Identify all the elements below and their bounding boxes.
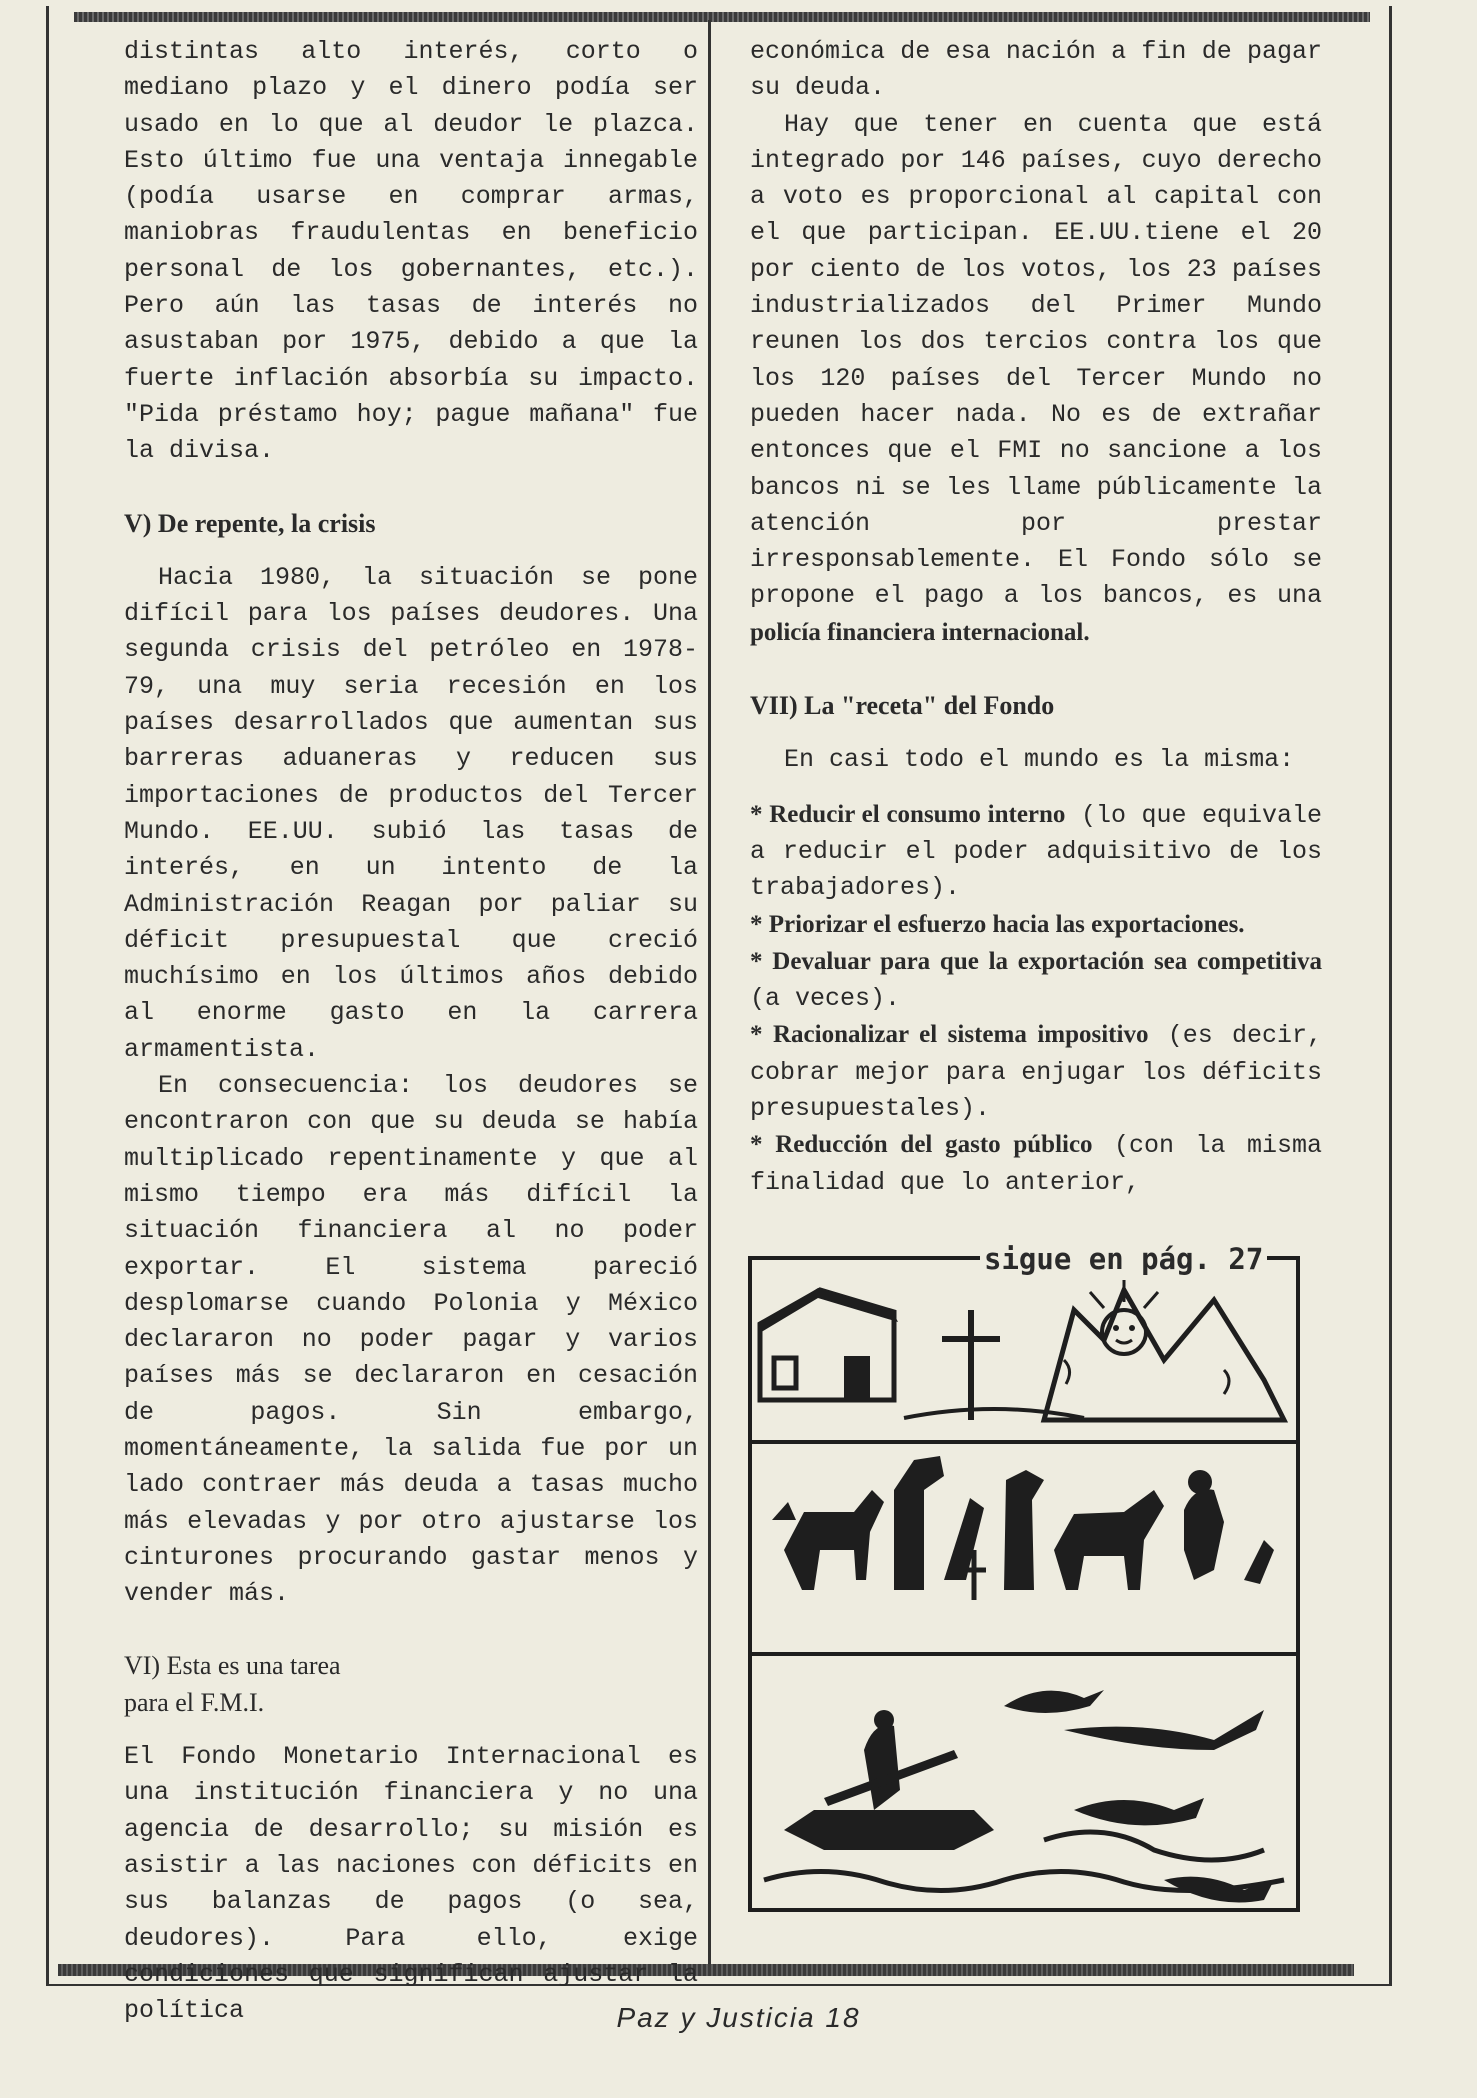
right-paragraph-2-text: Hay que tener en cuenta que está integrado por 146 países, cuyo derecho a voto es proporcional al capital con el que participan. EE.UU.tiene el 20 por ciento de los votos, los 23 países industrializados del Primer Mundo reunen los dos tercios contra los que los 120 países del Tercer Mundo no pueden hacer nada. No es de extrañar entonces que el FMI no sancione a los bancos ni se les llame públicamente la atención por prestar irresponsablemente. El Fondo sólo se propone el pago a los bancos, es una [750,109,1322,611]
recipe-item-1: * Reducir el consumo interno (lo que equivale a reducir el poder adquisitivo de los trabajadores). [750,800,1322,903]
section-vii-heading: VII) La "receta" del Fondo [750,691,1055,721]
recipe-item-5: * Reducción del gasto público (con la misma finalidad que lo anterior, [750,1131,1322,1197]
column-divider [708,20,711,1966]
right-paragraph-2 [750,107,1322,652]
left-paragraph-2: Hacia 1980, la situación se pone difícil para los países deudores. Una segunda crisis del petróleo en 1978-79, una muy seria recesión en los países desarrollados que aumentan sus barreras aduaneras y reducen sus importaciones de productos del Tercer Mundo. EE.UU. subió las tasas de interés, en un intento de la Administración Reagan por paliar su déficit presupuestal que creció muchísimo en los últimos años debido al enorme gasto en la carrera armamentista. [124,562,698,1064]
recipe-item-2: * Priorizar el esfuerzo hacia las exportaciones. [750,910,1245,938]
left-paragraph-3: En consecuencia: los deudores se encontraron con que su deuda se había multiplicado repentinamente y que al mismo tiempo era más difícil la situación financiera al no poder exportar. El sistema pareció desplomarse cuando Polonia y México declararon no poder pagar y varios países más se declararon en cesación de pagos. Sin embargo, momentáneamente, la salida fue por un lado contraer más deuda a tasas mucho más elevadas y por otro ajustarse los cinturones procurando gastar menos y vender más. [124,1071,698,1609]
page-footer: Paz y Justicia 18 [616,2002,861,2033]
woodcut-illustration [744,1250,1304,1918]
recipe-item-3: * Devaluar para que la exportación sea competitiva (a veces). [750,947,1322,1014]
section-vi-heading-line1: VI) Esta es una tarea [124,1651,341,1681]
right-paragraph-2-emphasis: policía financiera internacional. [750,618,1090,646]
right-paragraph-3: En casi todo el mundo es la misma: [784,745,1295,775]
continued-note: sigue en pág. 27 [980,1242,1267,1276]
section-vi-heading-line2: para el F.M.I. [124,1687,265,1717]
left-paragraph-1: distintas alto interés, corto o mediano plazo y el dinero podía ser usado en lo que al deudor le plazca. Esto último fue una ventaja innegable (podía usarse en comprar armas, maniobras fraudulentas en beneficio personal de los gobernantes, etc.). Pero aún las tasas de interés no asustaban por 1975, debido a que la fuerte inflación absorbía su impacto. "Pida préstamo hoy; pague mañana" fue la divisa. [124,37,698,466]
right-paragraph-1: económica de esa nación a fin de pagar su deuda. [750,37,1322,103]
top-rule [74,12,1370,22]
section-v-heading: V) De repente, la crisis [124,508,376,538]
left-column [124,34,698,2029]
right-column [750,34,1322,1201]
recipe-item-4: * Racionalizar el sistema impositivo (es decir, cobrar mejor para enjugar los déficits presupuestales). [750,1021,1323,1124]
left-paragraph-4: El Fondo Monetario Internacional es una institución financiera y no una agencia de desarrollo; su misión es asistir a las naciones con déficits en sus balanzas de pagos (o sea, deudores). Para ello, exige condiciones que significan ajustar la política [124,1742,698,2026]
